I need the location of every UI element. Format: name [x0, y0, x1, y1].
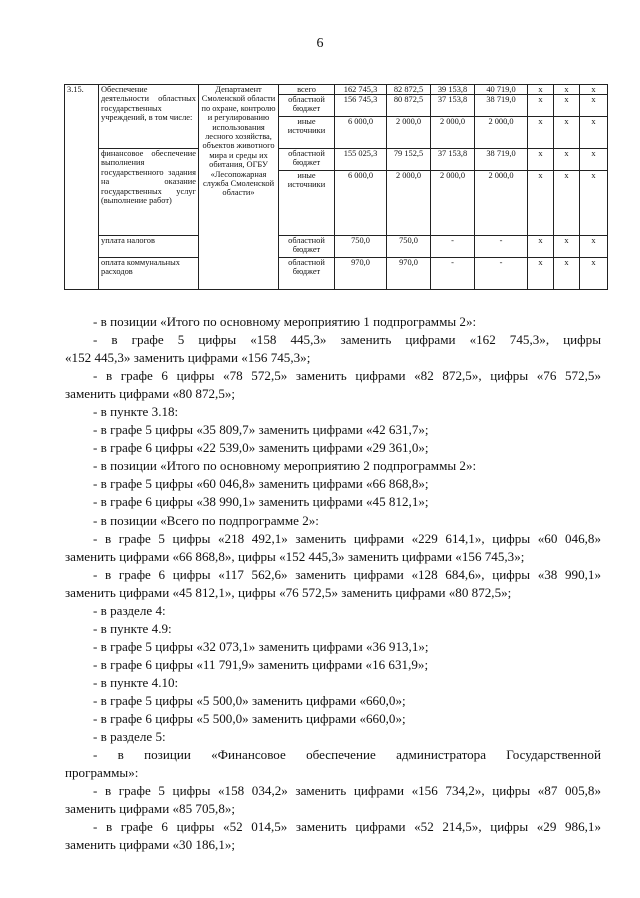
- value-col6: 82 872,5 80 872,5 2 000,0: [387, 85, 431, 149]
- value-col11: х х х: [580, 85, 608, 149]
- paragraph-line: - в позиции «Финансовое обеспечение администратора Государственной: [93, 747, 601, 763]
- value-col8: 40 719,0 38 719,0 2 000,0: [475, 85, 528, 149]
- value-col5: 970,0: [335, 258, 387, 290]
- value-col10: х х х: [554, 85, 580, 149]
- row-code: 3.15.: [65, 85, 99, 290]
- value-col5: 750,0: [335, 236, 387, 258]
- budget-table: [64, 84, 608, 290]
- table-row: [65, 149, 608, 236]
- measure-name: оплата коммунальных расходов: [99, 258, 199, 290]
- paragraph-line: - в графе 6 цифры «52 014,5» заменить цифрами «52 214,5», цифры «29 986,1»: [93, 819, 601, 835]
- measure-name: уплата налогов: [99, 236, 199, 258]
- value-col11: х: [580, 236, 608, 258]
- paragraph-line: «152 445,3» заменить цифрами «156 745,3»;: [65, 350, 311, 366]
- paragraph-line: - в графе 5 цифры «5 500,0» заменить цифрами «660,0»;: [93, 692, 406, 708]
- paragraph-line: - в пункте 3.18:: [93, 404, 179, 420]
- value-col8: -: [475, 236, 528, 258]
- value-col9: х х х: [528, 85, 554, 149]
- paragraph-line: - в разделе 4:: [93, 602, 166, 618]
- paragraph-line: - в графе 6 цифры «38 990,1» заменить цифрами «45 812,1»;: [93, 494, 429, 510]
- paragraph-line: - в позиции «Итого по основному мероприятию 2 подпрограммы 2»:: [93, 458, 477, 474]
- value-col7: -: [431, 258, 475, 290]
- value-col7: 37 153,8 2 000,0: [431, 149, 475, 236]
- paragraph-line: - в графе 5 цифры «158 445,3» заменить цифрами «162 745,3», цифры: [93, 332, 601, 348]
- paragraph-line: - в графе 6 цифры «11 791,9» заменить цифрами «16 631,9»;: [93, 656, 429, 672]
- paragraph-line: - в графе 5 цифры «35 809,7» заменить цифрами «42 631,7»;: [93, 422, 429, 438]
- source-cell: областной бюджет иные источники: [279, 149, 335, 236]
- paragraph-line: - в пункте 4.10:: [93, 674, 179, 690]
- table-row: [65, 236, 608, 258]
- value-col10: х х: [554, 149, 580, 236]
- measure-name: финансовое обеспечение выполнения государственного задания на оказание государственных услуг (выполнение работ): [99, 149, 199, 236]
- paragraph-line: - в графе 6 цифры «5 500,0» заменить цифрами «660,0»;: [93, 711, 406, 727]
- value-col5: 162 745,3 156 745,3 6 000,0: [335, 85, 387, 149]
- source-cell: всего областной бюджет иные источники: [279, 85, 335, 149]
- value-col6: 750,0: [387, 236, 431, 258]
- paragraph-line: - в пункте 4.9:: [93, 620, 172, 636]
- source-cell: областной бюджет: [279, 258, 335, 290]
- value-col11: х: [580, 258, 608, 290]
- executor: Департамент Смоленской области по охране, контролю и регулированию использования лесного хозяйства, объектов животного мира и среды их обитания, ОГБУ «Лесопожарная служба Смоленской области»: [199, 85, 279, 290]
- page-number: 6: [316, 36, 324, 51]
- value-col8: 38 719,0 2 000,0: [475, 149, 528, 236]
- paragraph-line: - в графе 5 цифры «158 034,2» заменить цифрами «156 734,2», цифры «87 005,8»: [93, 783, 601, 799]
- source-cell: областной бюджет: [279, 236, 335, 258]
- paragraph-line: - в разделе 5:: [93, 729, 166, 745]
- paragraph-line: программы»:: [65, 765, 139, 781]
- value-col7: -: [431, 236, 475, 258]
- measure-name: Обеспечение деятельности областных государственных учреждений, в том числе:: [99, 85, 199, 149]
- value-col9: х: [528, 236, 554, 258]
- table-row: [65, 85, 608, 149]
- value-col9: х х: [528, 149, 554, 236]
- value-col10: х: [554, 236, 580, 258]
- paragraph-line: заменить цифрами «66 868,8», цифры «152 445,3» заменить цифрами «156 745,3»;: [65, 548, 525, 564]
- paragraph-line: - в позиции «Всего по подпрограмме 2»:: [93, 512, 319, 528]
- paragraph-line: заменить цифрами «80 872,5»;: [65, 386, 236, 402]
- table-row: [65, 258, 608, 290]
- paragraph-line: - в графе 5 цифры «218 492,1» заменить цифрами «229 614,1», цифры «60 046,8»: [93, 530, 601, 546]
- value-col7: 39 153,8 37 153,8 2 000,0: [431, 85, 475, 149]
- paragraph-line: - в графе 6 цифры «117 562,6» заменить цифрами «128 684,6», цифры «38 990,1»: [93, 566, 601, 582]
- amendment-text: [65, 313, 601, 854]
- paragraph-line: заменить цифрами «45 812,1», цифры «76 572,5» заменить цифрами «80 872,5»;: [65, 584, 512, 600]
- paragraph-line: - в графе 6 цифры «22 539,0» заменить цифрами «29 361,0»;: [93, 440, 429, 456]
- value-col5: 155 025,3 6 000,0: [335, 149, 387, 236]
- value-col10: х: [554, 258, 580, 290]
- value-col8: -: [475, 258, 528, 290]
- value-col6: 970,0: [387, 258, 431, 290]
- paragraph-line: заменить цифрами «30 186,1»;: [65, 837, 236, 853]
- paragraph-line: - в графе 5 цифры «32 073,1» заменить цифрами «36 913,1»;: [93, 638, 429, 654]
- value-col9: х: [528, 258, 554, 290]
- paragraph-line: заменить цифрами «85 705,8»;: [65, 801, 236, 817]
- value-col6: 79 152,5 2 000,0: [387, 149, 431, 236]
- paragraph-line: - в позиции «Итого по основному мероприятию 1 подпрограммы 2»:: [93, 314, 477, 329]
- paragraph-line: - в графе 6 цифры «78 572,5» заменить цифрами «82 872,5», цифры «76 572,5»: [93, 368, 601, 384]
- paragraph-line: - в графе 5 цифры «60 046,8» заменить цифрами «66 868,8»;: [93, 476, 429, 492]
- value-col11: х х: [580, 149, 608, 236]
